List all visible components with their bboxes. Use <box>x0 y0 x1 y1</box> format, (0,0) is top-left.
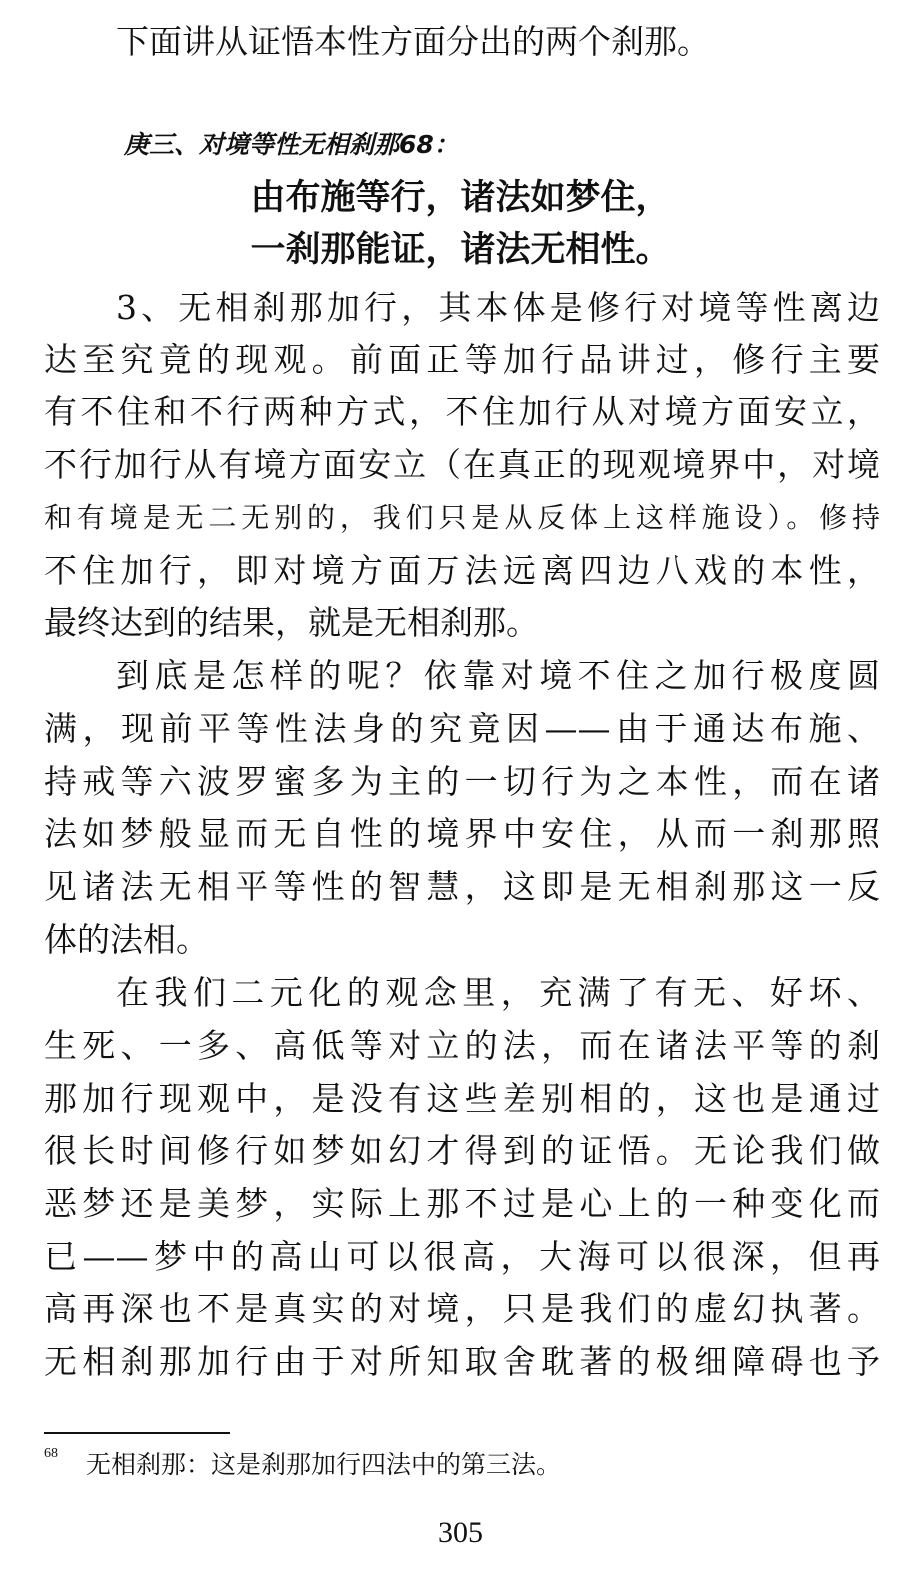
paragraph-3-line: 已——梦中的高山可以很高，大海可以很深，但再 <box>44 1237 880 1276</box>
footnote-divider <box>44 1432 230 1434</box>
paragraph-1-line: 达至究竟的现观。前面正等加行品讲过，修行主要 <box>44 340 880 379</box>
paragraph-3-line: 那加行现观中，是没有这些差别相的，这也是通过 <box>44 1079 880 1118</box>
footnote-marker: 68 <box>44 1446 58 1461</box>
paragraph-2-line: 持戒等六波罗蜜多为主的一切行为之本性，而在诸 <box>44 762 880 801</box>
paragraph-2-line: 满，现前平等性法身的究竟因——由于通达布施、 <box>44 709 880 748</box>
paragraph-1-line: 和有境是无二无别的，我们只是从反体上这样施设）。修持 <box>44 501 880 534</box>
paragraph-3-line: 在我们二元化的观念里，充满了有无、好坏、 <box>116 973 880 1012</box>
paragraph-1-line: 不行加行从有境方面安立（在真正的现观境界中，对境 <box>44 445 880 484</box>
paragraph-3-line: 恶梦还是美梦，实际上那不过是心上的一种变化而 <box>44 1184 880 1223</box>
paragraph-2-line: 体的法相。 <box>44 920 209 959</box>
page-number: 305 <box>438 1516 483 1549</box>
intro-line: 下面讲从证悟本性方面分出的两个刹那。 <box>116 22 710 61</box>
section-heading: 庚三、对境等性无相刹那68： <box>124 130 459 159</box>
paragraph-2-line: 到底是怎样的呢？依靠对境不住之加行极度圆 <box>116 656 880 695</box>
paragraph-1-line: 最终达到的结果，就是无相刹那。 <box>44 603 539 642</box>
paragraph-1-line: 3、无相刹那加行，其本体是修行对境等性离边 <box>116 288 880 327</box>
paragraph-2-line: 法如梦般显而无自性的境界中安住，从而一刹那照 <box>44 814 880 853</box>
paragraph-3-line: 生死、一多、高低等对立的法，而在诸法平等的刹 <box>44 1026 880 1065</box>
paragraph-1-line: 不住加行，即对境方面万法远离四边八戏的本性， <box>44 551 880 590</box>
verse-line-2: 一刹那能证，诸法无相性。 <box>250 230 671 270</box>
paragraph-1-line: 有不住和不行两种方式，不住加行从对境方面安立， <box>44 392 880 431</box>
paragraph-3-line: 无相刹那加行由于对所知取舍耽著的极细障碍也予 <box>44 1342 880 1381</box>
footnote-text: 无相刹那：这是刹那加行四法中的第三法。 <box>86 1450 562 1479</box>
paragraph-2-line: 见诸法无相平等性的智慧，这即是无相刹那这一反 <box>44 867 880 906</box>
verse-line-1: 由布施等行，诸法如梦住， <box>250 178 671 218</box>
paragraph-3-line: 很长时间修行如梦如幻才得到的证悟。无论我们做 <box>44 1131 880 1170</box>
paragraph-3-line: 高再深也不是真实的对境，只是我们的虚幻执著。 <box>44 1289 880 1328</box>
